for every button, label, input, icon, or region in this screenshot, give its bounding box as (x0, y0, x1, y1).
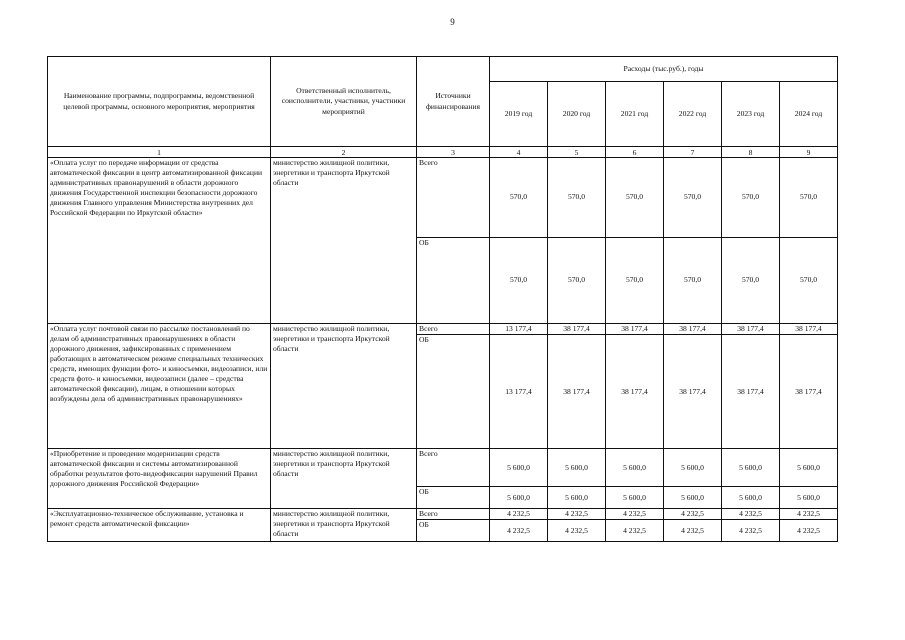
funding-source: ОБ (417, 238, 490, 324)
amount-cell: 5 600,0 (780, 449, 838, 487)
table-row (48, 449, 838, 487)
amount-cell: 570,0 (606, 158, 664, 238)
measure-executor: министерство жилищной политики, энергетики и транспорта Иркутской области (271, 509, 417, 542)
funding-source: Всего (417, 509, 490, 520)
amount-cell: 5 600,0 (490, 449, 548, 487)
column-index: 6 (606, 147, 664, 158)
column-index: 9 (780, 147, 838, 158)
amount-cell: 570,0 (722, 238, 780, 324)
amount-cell: 570,0 (548, 158, 606, 238)
amount-cell: 38 177,4 (722, 335, 780, 449)
header-year: 2020 год (548, 82, 606, 147)
column-index-row (48, 147, 838, 158)
column-index: 5 (548, 147, 606, 158)
amount-cell: 4 232,5 (664, 520, 722, 542)
header-expenses: Расходы (тыс.руб.), годы (490, 57, 838, 82)
amount-cell: 570,0 (490, 238, 548, 324)
amount-cell: 38 177,4 (606, 335, 664, 449)
amount-cell: 570,0 (606, 238, 664, 324)
column-index: 8 (722, 147, 780, 158)
amount-cell: 4 232,5 (490, 509, 548, 520)
amount-cell: 5 600,0 (780, 487, 838, 509)
measure-executor: министерство жилищной политики, энергетики и транспорта Иркутской области (271, 449, 417, 509)
amount-cell: 38 177,4 (548, 335, 606, 449)
budget-table (47, 56, 838, 542)
amount-cell: 5 600,0 (548, 487, 606, 509)
amount-cell: 4 232,5 (664, 509, 722, 520)
amount-cell: 5 600,0 (606, 487, 664, 509)
amount-cell: 4 232,5 (606, 509, 664, 520)
amount-cell: 4 232,5 (780, 509, 838, 520)
header-name: Наименование программы, подпрограммы, ведомственной целевой программы, основного мероприятия, мероприятия (48, 57, 271, 147)
header-sources: Источники финансирования (417, 57, 490, 147)
amount-cell: 5 600,0 (606, 449, 664, 487)
measure-name: «Приобретение и проведение модернизации средств автоматической фиксации и системы автоматизированной обработки результатов фото-видеофиксации нарушений Правил дорожного движения Российской Федерации» (48, 449, 271, 509)
header-row-top (48, 57, 838, 82)
amount-cell: 13 177,4 (490, 335, 548, 449)
amount-cell: 4 232,5 (780, 520, 838, 542)
amount-cell: 4 232,5 (548, 509, 606, 520)
header-year: 2019 год (490, 82, 548, 147)
column-index: 1 (48, 147, 271, 158)
amount-cell: 570,0 (780, 158, 838, 238)
header-year: 2021 год (606, 82, 664, 147)
amount-cell: 4 232,5 (722, 509, 780, 520)
funding-source: ОБ (417, 520, 490, 542)
funding-source: Всего (417, 158, 490, 238)
measure-name: «Оплата услуг почтовой связи по рассылке постановлений по делам об административных правонарушениях в области дорожного движения, зафиксированных с применением работающих в автоматическом режиме специальных технических средств, имеющих функции фото- и киносъемки, видеозаписи, или средств фото- и киносъемки, видеозаписи (далее – средства автоматической фиксации), лицам, в отношении которых возбуждены дела об административных правонарушениях» (48, 324, 271, 449)
header-executor: Ответственный исполнитель, соисполнители, участники, участники мероприятий (271, 57, 417, 147)
measure-executor: министерство жилищной политики, энергетики и транспорта Иркутской области (271, 324, 417, 449)
amount-cell: 38 177,4 (780, 335, 838, 449)
amount-cell: 4 232,5 (490, 520, 548, 542)
amount-cell: 570,0 (722, 158, 780, 238)
header-year: 2022 год (664, 82, 722, 147)
amount-cell: 5 600,0 (664, 449, 722, 487)
amount-cell: 38 177,4 (722, 324, 780, 335)
funding-source: ОБ (417, 487, 490, 509)
amount-cell: 570,0 (780, 238, 838, 324)
header-year: 2023 год (722, 82, 780, 147)
measure-name: «Эксплуатационно-техническое обслуживание, установка и ремонт средств автоматической фиксации» (48, 509, 271, 542)
amount-cell: 570,0 (548, 238, 606, 324)
column-index: 2 (271, 147, 417, 158)
amount-cell: 38 177,4 (664, 335, 722, 449)
amount-cell: 4 232,5 (548, 520, 606, 542)
table-row (48, 509, 838, 520)
page-number: 9 (450, 17, 455, 27)
amount-cell: 4 232,5 (606, 520, 664, 542)
amount-cell: 570,0 (664, 238, 722, 324)
amount-cell: 5 600,0 (490, 487, 548, 509)
amount-cell: 5 600,0 (664, 487, 722, 509)
amount-cell: 570,0 (490, 158, 548, 238)
funding-source: Всего (417, 449, 490, 487)
funding-source: Всего (417, 324, 490, 335)
amount-cell: 4 232,5 (722, 520, 780, 542)
amount-cell: 13 177,4 (490, 324, 548, 335)
column-index: 3 (417, 147, 490, 158)
amount-cell: 38 177,4 (780, 324, 838, 335)
amount-cell: 570,0 (664, 158, 722, 238)
amount-cell: 38 177,4 (664, 324, 722, 335)
table-row (48, 158, 838, 238)
amount-cell: 5 600,0 (722, 449, 780, 487)
funding-source: ОБ (417, 335, 490, 449)
amount-cell: 38 177,4 (606, 324, 664, 335)
amount-cell: 38 177,4 (548, 324, 606, 335)
measure-executor: министерство жилищной политики, энергетики и транспорта Иркутской области (271, 158, 417, 324)
table-row (48, 324, 838, 335)
column-index: 7 (664, 147, 722, 158)
header-year: 2024 год (780, 82, 838, 147)
measure-name: «Оплата услуг по передаче информации от средства автоматической фиксации в центр автоматизированной фиксации административных правонарушений в области дорожного движения Государственной инспекции безопасности дорожного движения Главного управления Министерства внутренних дел Российской Федерации по Иркутской области» (48, 158, 271, 324)
amount-cell: 5 600,0 (548, 449, 606, 487)
amount-cell: 5 600,0 (722, 487, 780, 509)
column-index: 4 (490, 147, 548, 158)
